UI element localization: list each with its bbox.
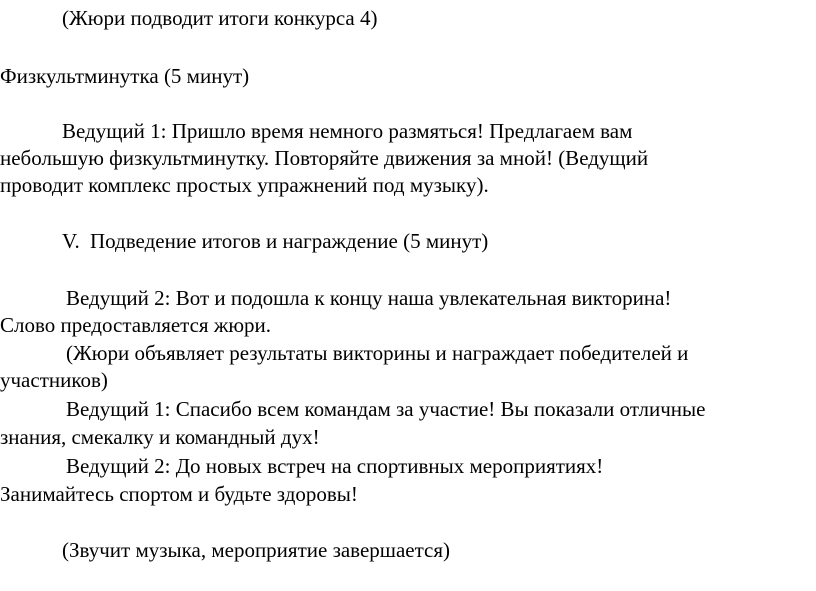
closing-note: (Звучит музыка, мероприятие завершается) xyxy=(62,538,451,562)
host1-line-3: проводит комплекс простых упражнений под музыку). xyxy=(0,173,489,197)
jury-announcement-line-1: (Жюри объявляет результаты викторины и награждает победителей и xyxy=(66,341,689,365)
section-v-title: Подведение итогов и награждение (5 минут) xyxy=(90,229,489,253)
host1-thanks-line-2: знания, смекалку и командный дух! xyxy=(0,425,320,449)
jury-summary-note: (Жюри подводит итоги конкурса 4) xyxy=(62,6,378,30)
host1-thanks-line-1: Ведущий 1: Спасибо всем командам за участие! Вы показали отличные xyxy=(66,397,706,421)
host2-farewell-line-2: Занимайтесь спортом и будьте здоровы! xyxy=(0,482,358,506)
host1-line-1: Ведущий 1: Пришло время немного размяться! Предлагаем вам xyxy=(62,119,633,143)
host2-line-1: Ведущий 2: Вот и подошла к концу наша увлекательная викторина! xyxy=(66,286,672,310)
host2-farewell-line-1: Ведущий 2: До новых встреч на спортивных мероприятиях! xyxy=(66,454,604,478)
section-heading-physical-break: Физкультминутка (5 минут) xyxy=(0,64,250,88)
host1-line-2: небольшую физкультминутку. Повторяйте движения за мной! (Ведущий xyxy=(0,146,649,170)
jury-announcement-line-2: участников) xyxy=(0,368,108,392)
host2-line-2: Слово предоставляется жюри. xyxy=(0,313,272,337)
section-v-marker: V. xyxy=(62,229,80,253)
